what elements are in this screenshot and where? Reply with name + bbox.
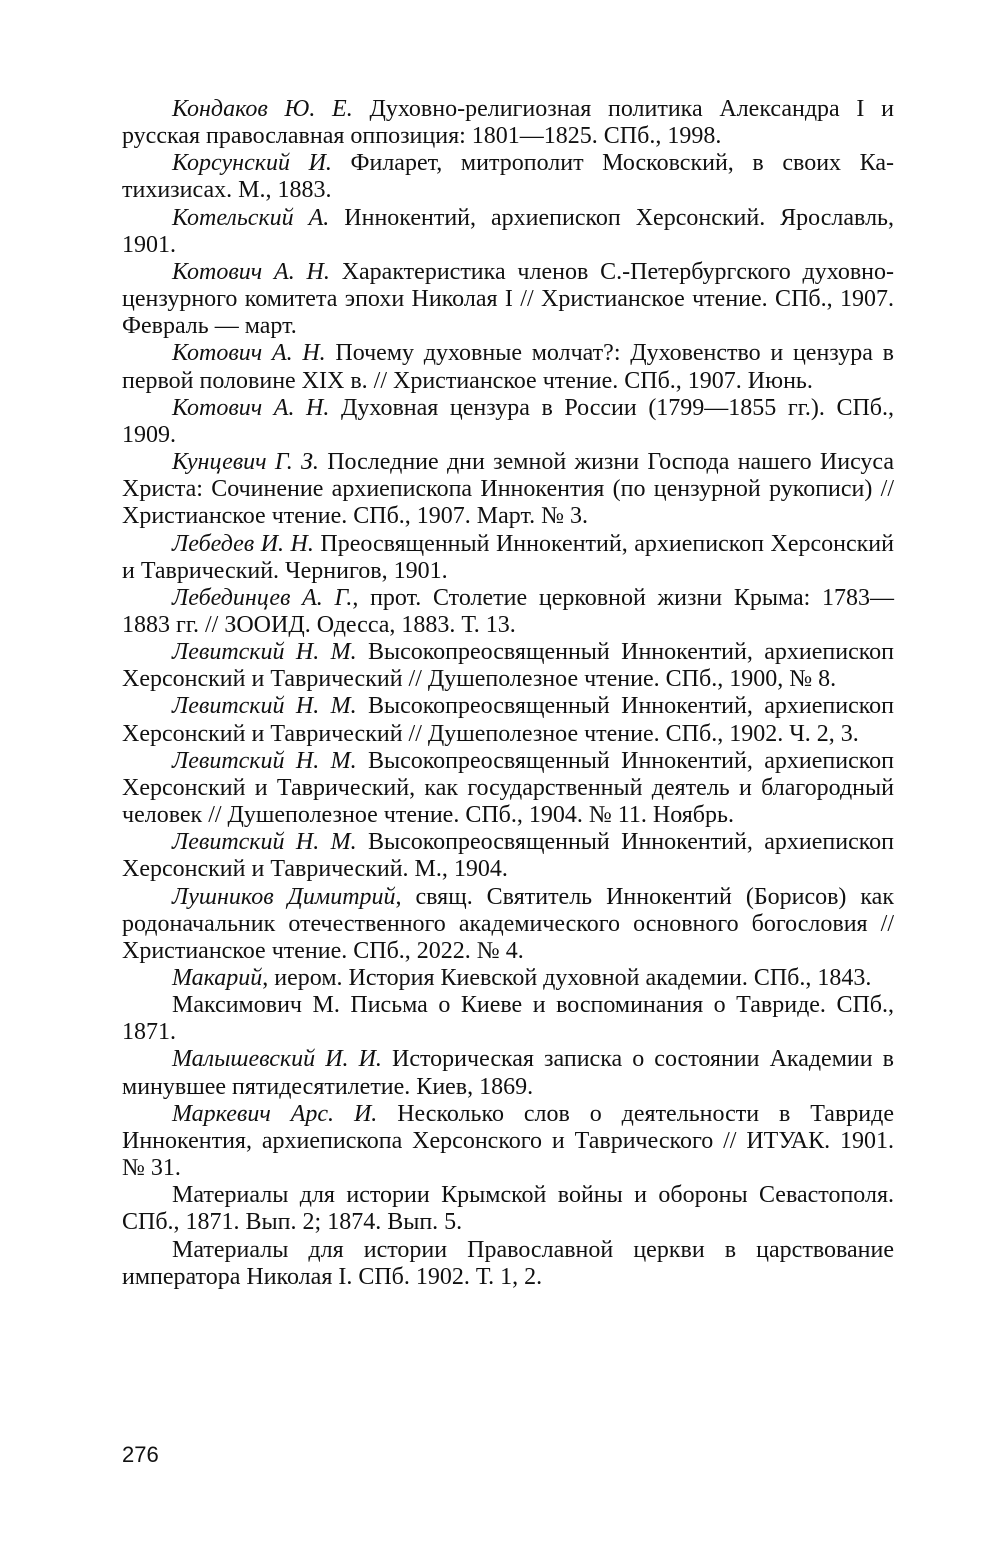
- entry-author: Лебедев И. Н.: [172, 530, 314, 557]
- entry-text: Высокопреосвященный Иннокентий, архиепископ Херсонский и Таврический, как государственный деятель и благородный человек // Душеполезное чтение. СПб., 1904. № 11. Ноябрь.: [122, 747, 894, 829]
- bibliography-entry: [122, 150, 894, 204]
- entry-text: Духовная цензура в России (1799—1855 гг.). СПб., 1909.: [122, 394, 895, 448]
- bibliography-entry: [122, 965, 894, 992]
- entry-author: Маркевич Арс. И.: [172, 1100, 378, 1127]
- bibliography-entry: [122, 205, 894, 259]
- entry-text: Высокопреосвященный Иннокентий, архиепископ Херсонский и Таврический // Душеполезное чтение. СПб., 1900, № 8.: [122, 639, 894, 693]
- entry-author: Котович А. Н.: [172, 340, 326, 367]
- entry-author: Левитский Н. М.: [172, 747, 357, 774]
- page-number: 276: [122, 1442, 159, 1467]
- entry-text: Несколько слов о деятельности в Тавриде Иннокентия, архиепископа Херсонского и Таврического // ИТУАК. 1901. № 31.: [122, 1100, 894, 1182]
- bibliography-entry: [122, 395, 894, 449]
- entry-author: Левитский Н. М.: [172, 639, 357, 666]
- bibliography-entry: [122, 829, 894, 883]
- entry-author: Котович А. Н.: [172, 258, 330, 285]
- entry-text: Высокопреосвященный Иннокентий, архиепископ Херсонский и Таврический. М., 1904.: [122, 829, 894, 883]
- bibliography-entry: [122, 748, 894, 829]
- entry-author: Лушников Димитрий: [172, 883, 396, 910]
- entry-text: Преосвященный Иннокентий, архиепископ Херсонский и Таврический. Чернигов, 1901.: [122, 530, 894, 584]
- bibliography-entry: [122, 1237, 894, 1291]
- bibliography-entry: [122, 884, 894, 965]
- bibliography-entry: [122, 259, 894, 340]
- bibliography-page: [122, 96, 894, 1291]
- entry-author: Котович А. Н.: [172, 394, 330, 421]
- entry-author: Кондаков Ю. Е.: [172, 96, 353, 122]
- entry-text: Последние дни земной жизни Господа нашего Иисуса Христа: Сочинение архиепископа Иннокентия (по цензурной рукописи) // Христианское чтение. СПб., 1907. Март. № 3.: [122, 449, 894, 530]
- entry-text: Филарет, митрополит Московский, в своих Катихизисах. М., 1883.: [122, 150, 894, 204]
- bibliography-entry: [122, 1182, 894, 1236]
- entry-text: Историческая записка о состоянии Академии в минувшее пятидесятилетие. Киев, 1869.: [122, 1046, 894, 1100]
- bibliography-entry: [122, 1046, 894, 1100]
- entry-text: Иннокентий, архиепископ Херсонский. Ярославль, 1901.: [122, 204, 894, 258]
- entry-author: Левитский Н. М.: [172, 829, 357, 856]
- entry-text: , свящ. Святитель Иннокентий (Борисов) как родоначальник отечественного академического основного богословия // Христианское чтение. СПб., 2022. № 4.: [122, 883, 894, 964]
- bibliography-entry: [122, 992, 894, 1046]
- entry-author: Макарий: [172, 965, 263, 991]
- entry-author: Левитский Н. М.: [172, 693, 357, 720]
- bibliography-entry: [122, 340, 894, 394]
- entry-author: Малышевский И. И.: [172, 1046, 382, 1073]
- bibliography-entry: [122, 531, 894, 585]
- entry-text: Характеристика членов С.-Петербургского духовно-цензурного комитета эпохи Николая I // Христианское чтение. СПб., 1907. Февраль — март.: [122, 258, 895, 340]
- entry-text: Материалы для истории Православной церкви в царствование императора Николая I. СПб. 1902. Т. 1, 2.: [122, 1236, 894, 1290]
- entry-author: Котельский А.: [172, 204, 330, 231]
- entry-text: Материалы для истории Крымской войны и обороны Севастополя. СПб., 1871. Вып. 2; 1874. Вып. 5.: [122, 1182, 894, 1236]
- entry-text: Почему духовные молчат?: Духовенство и цензура в первой половине XIX в. // Христианское чтение. СПб., 1907. Июнь.: [122, 340, 894, 394]
- entry-text: , прот. Столетие церковной жизни Крыма: 1783—1883 гг. // ЗООИД. Одесса, 1883. Т. 13.: [122, 584, 894, 638]
- bibliography-entry: [122, 585, 894, 639]
- bibliography-entry: [122, 1101, 894, 1182]
- entry-author: Лебединцев А. Г.: [172, 584, 353, 611]
- bibliography-entry: [122, 639, 894, 693]
- entry-text: Высокопреосвященный Иннокентий, архиепископ Херсонский и Таврический // Душеполезное чтение. СПб., 1902. Ч. 2, 3.: [122, 693, 894, 747]
- entry-text: Максимович М. Письма о Киеве и воспоминания о Тавриде. СПб., 1871.: [122, 992, 894, 1046]
- entry-author: Кунцевич Г. З.: [172, 449, 319, 476]
- entry-author: Корсунский И.: [172, 150, 332, 177]
- bibliography-entry: [122, 449, 894, 530]
- entry-text: , иером. История Киевской духовной академии. СПб., 1843.: [262, 965, 872, 991]
- entry-text: Духовно-религиозная политика Александра I и русская православная оппозиция: 1801—1825. СПб., 1998.: [122, 96, 895, 150]
- bibliography-entry: [122, 96, 894, 150]
- bibliography-entry: [122, 693, 894, 747]
